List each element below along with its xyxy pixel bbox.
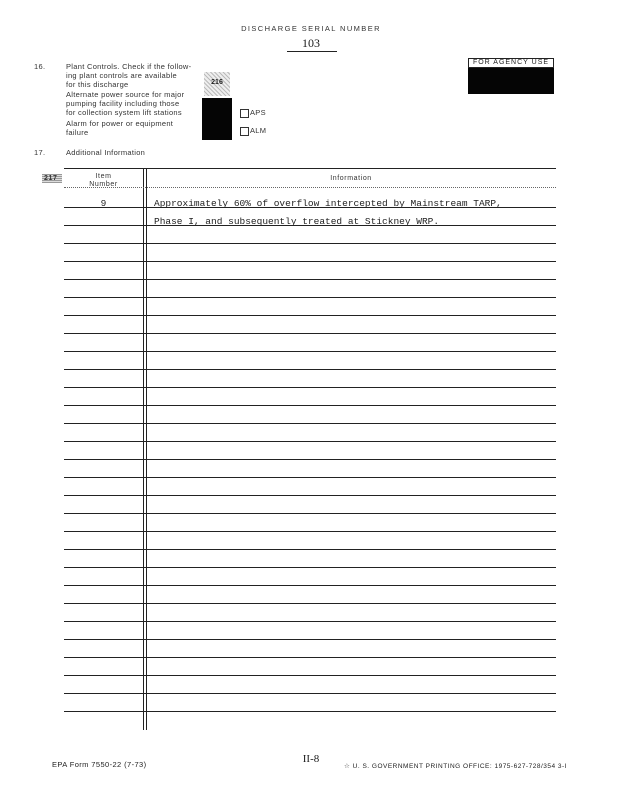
table-row-line — [64, 585, 556, 586]
table-row-line — [64, 549, 556, 550]
table-top-border — [64, 168, 556, 169]
table-row-line — [64, 477, 556, 478]
table-row-line — [64, 693, 556, 694]
table-row-line — [64, 387, 556, 388]
table-row-line — [64, 621, 556, 622]
table-row-line — [64, 333, 556, 334]
table-row-line — [64, 405, 556, 406]
page-number: II-8 — [302, 753, 320, 765]
table-row-line — [64, 423, 556, 424]
table-row-line — [64, 495, 556, 496]
section-16-number: 16. — [34, 62, 46, 71]
item-column-divider-inner — [146, 168, 147, 730]
plant-controls-code: 216 — [211, 79, 223, 86]
table-row-line — [64, 315, 556, 316]
serial-underline — [287, 51, 337, 52]
table-row-line — [64, 297, 556, 298]
section-17-title: Additional Information — [66, 148, 146, 157]
alm-checkbox[interactable] — [240, 127, 249, 136]
item-column-divider — [143, 168, 144, 730]
table-row-line — [64, 675, 556, 676]
table-row-line — [64, 513, 556, 514]
aps-checkbox[interactable] — [240, 109, 249, 118]
agency-use-redaction — [468, 68, 554, 94]
information-header: Information — [330, 175, 372, 182]
table-row-line — [64, 243, 556, 244]
row-1-item: 9 — [100, 198, 107, 209]
table-row-line — [64, 261, 556, 262]
stamp-code: 217 — [44, 175, 58, 182]
redacted-block — [202, 98, 232, 140]
serial-number-value: 103 — [302, 36, 320, 50]
printing-office: ☆ U. S. GOVERNMENT PRINTING OFFICE: 1975-627-728/354 3-I — [344, 763, 567, 770]
agency-use-box — [468, 58, 554, 94]
table-row-line — [64, 441, 556, 442]
table-row-line — [64, 369, 556, 370]
row-1-information: Approximately 60% of overflow intercepted by Mainstream TARP, — [154, 198, 502, 209]
table-row-line — [64, 531, 556, 532]
table-row-line — [64, 351, 556, 352]
row-2-information: Phase I, and subsequently treated at Stickney WRP. — [154, 216, 440, 227]
table-row-line — [64, 207, 556, 208]
agency-use-label: FOR AGENCY USE — [468, 58, 554, 68]
table-row-line — [64, 639, 556, 640]
table-row-line — [64, 603, 556, 604]
form-id: EPA Form 7550-22 (7-73) — [52, 760, 147, 769]
table-row-line — [64, 711, 556, 712]
table-row-line — [64, 279, 556, 280]
alarm-text: Alarm for power or equipment failure — [66, 119, 174, 137]
aps-label: APS — [250, 108, 266, 117]
serial-number-label: DISCHARGE SERIAL NUMBER — [241, 24, 381, 33]
alm-label: ALM — [250, 126, 267, 135]
table-row-line — [64, 657, 556, 658]
header-divider — [64, 187, 556, 188]
plant-controls-text: Plant Controls. Check if the follow- ing plant controls are available for this discharge — [66, 62, 192, 89]
table-row-line — [64, 225, 556, 226]
item-number-header: Item Number — [89, 173, 118, 188]
additional-information-table — [64, 168, 556, 730]
alternate-power-text: Alternate power source for major pumping facility including those for collection system lift stations — [66, 90, 185, 117]
section-17-number: 17. — [34, 148, 46, 157]
table-row-line — [64, 459, 556, 460]
table-row-line — [64, 567, 556, 568]
